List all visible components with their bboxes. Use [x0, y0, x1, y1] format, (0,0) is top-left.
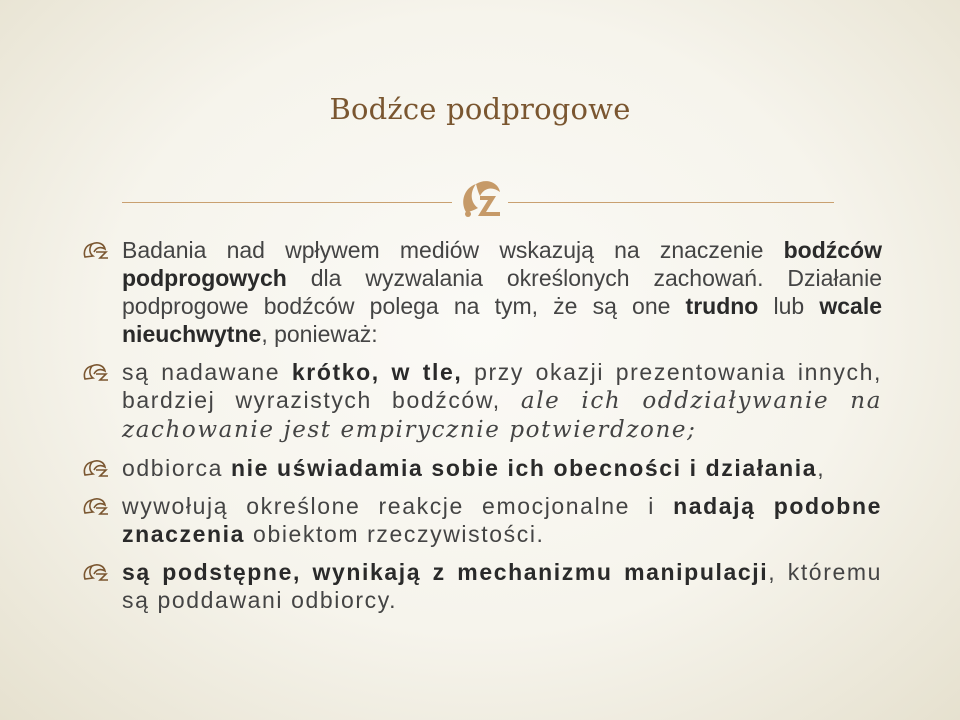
bullet-text-segment: nie uświadamia sobie ich obecności i działania	[231, 455, 818, 481]
bullet-text-segment: , ponieważ:	[261, 321, 378, 347]
fleuron-bullet-icon	[82, 363, 116, 383]
bullet-list	[82, 236, 882, 624]
bullet-text-segment: wywołują określone reakcje emocjonalne i	[122, 493, 674, 519]
bullet-text-segment: , któremu są poddawani odbiorcy.	[122, 559, 882, 613]
bullet-text-segment: są podstępne, wynikają z mechanizmu manipulacji	[122, 559, 769, 585]
bullet-item	[82, 358, 882, 444]
bullet-text-segment: odbiorca	[122, 455, 232, 481]
fleuron-ornament-icon	[456, 172, 508, 224]
bullet-text-segment: są nadawane	[122, 359, 292, 385]
bullet-text-segment: nadają podobne znaczenia	[122, 493, 882, 547]
bullet-text-segment: dla wyzwalania określonych zachowań. Działanie podprogowe bodźców polega na tym, że są one	[122, 265, 882, 319]
bullet-text-segment: ,	[817, 455, 826, 481]
bullet-text-segment: wcale nieuchwytne	[122, 293, 882, 347]
fleuron-bullet-icon	[82, 563, 116, 583]
divider-rule-left	[122, 202, 452, 203]
bullet-text-segment: obiektom rzeczywistości.	[245, 521, 545, 547]
fleuron-bullet-icon	[82, 459, 116, 479]
bullet-item	[82, 454, 882, 482]
bullet-text-segment: lub	[758, 293, 820, 319]
bullet-item	[82, 492, 882, 548]
bullet-text-segment: bodźców podprogowych	[122, 237, 882, 291]
divider-rule-right	[508, 202, 834, 203]
bullet-text-segment: trudno	[685, 293, 759, 319]
fleuron-bullet-icon	[82, 497, 116, 517]
bullet-text-segment: przy okazji prezentowania innych, bardziej wyrazistych bodźców,	[122, 359, 882, 413]
slide-title: Bodźce podprogowe	[329, 92, 631, 126]
bullet-text-segment: krótko, w tle,	[291, 359, 463, 385]
bullet-item	[82, 558, 882, 614]
bullet-text-segment: ale ich oddziaływanie na zachowanie jest empirycznie potwierdzone;	[122, 388, 883, 443]
fleuron-bullet-icon	[82, 241, 116, 261]
bullet-item	[82, 236, 882, 348]
bullet-text-segment: Badania nad wpływem mediów wskazują na znaczenie	[122, 237, 784, 263]
